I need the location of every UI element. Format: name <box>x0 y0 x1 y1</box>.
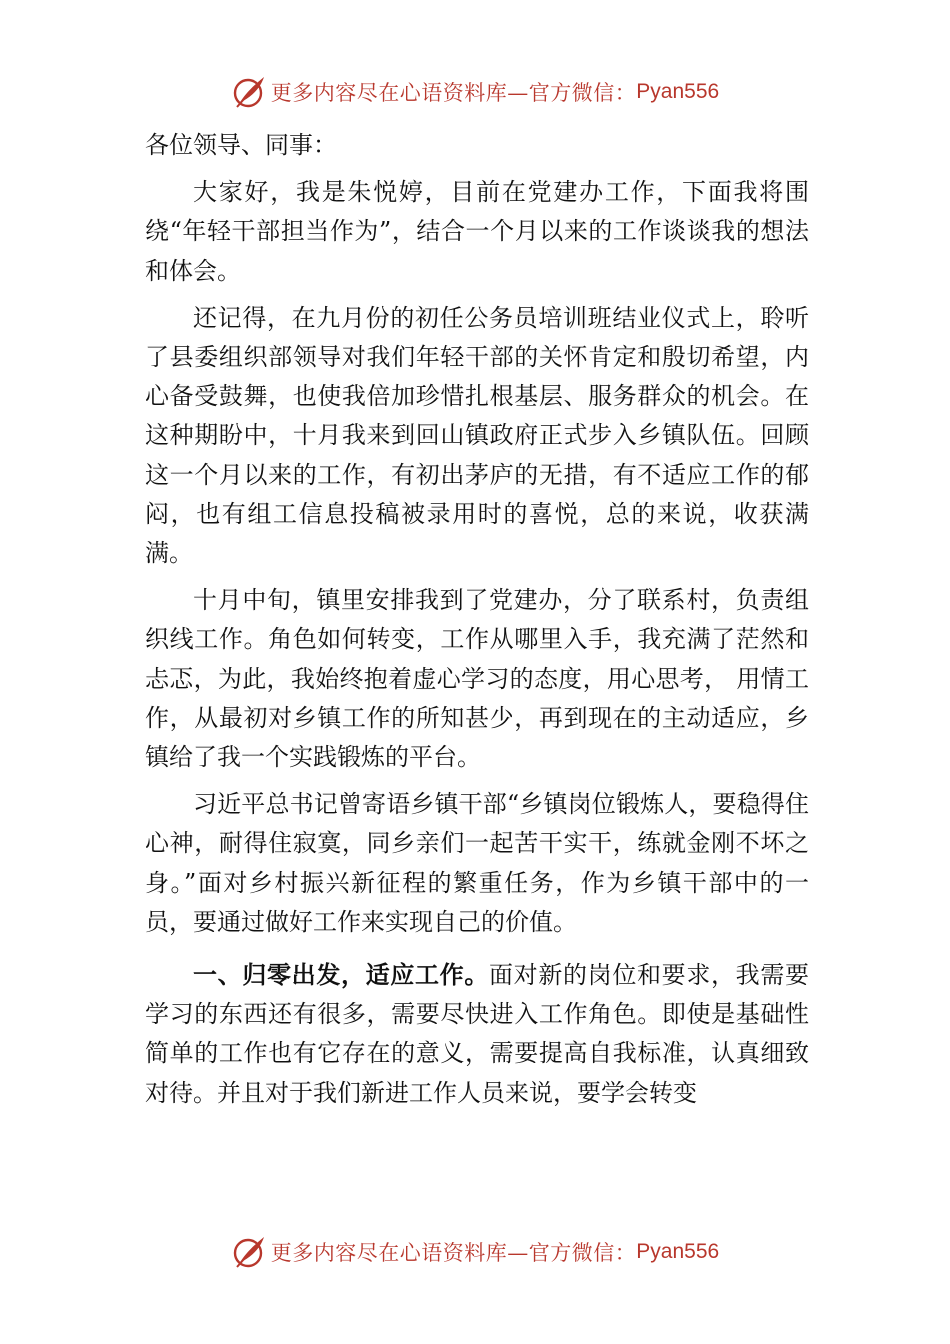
footer-banner <box>0 1232 950 1272</box>
section-1-heading: 一、归零出发，适应工作。 <box>193 961 489 990</box>
banner-text: 更多内容尽在心语资料库—官方微信： <box>270 1241 637 1265</box>
document-body <box>145 126 809 1113</box>
salutation: 各位领导、同事： <box>145 131 337 159</box>
banner-text: 更多内容尽在心语资料库—官方微信： <box>270 81 637 105</box>
quill-logo-icon <box>231 1234 267 1270</box>
header-banner <box>0 72 950 112</box>
quill-logo-icon <box>231 74 267 110</box>
paragraph-1: 大家好，我是朱悦婷，目前在党建办工作，下面我将围绕“年轻干部担当作为”，结合一个月以来的工作谈谈我的想法和体会。 <box>145 178 809 285</box>
paragraph-4: 习近平总书记曾寄语乡镇干部“乡镇岗位锻炼人，要稳得住心神，耐得住寂寞，同乡亲们一起苦干实干，练就金刚不坏之身。”面对乡村振兴新征程的繁重任务，作为乡镇干部中的一员，要通过做好工作来实现自己的价值。 <box>145 790 809 936</box>
banner-wechat-id: Pyan556 <box>636 1240 720 1263</box>
paragraph-3: 十月中旬，镇里安排我到了党建办，分了联系村，负责组织线工作。角色如何转变，工作从哪里入手，我充满了茫然和忐忑，为此，我始终抱着虚心学习的态度，用心思考， 用情工作，从最初对乡镇工作的所知甚少，再到现在的主动适应，乡镇给了我一个实践锻炼的平台。 <box>145 586 809 772</box>
paragraph-2: 还记得，在九月份的初任公务员培训班结业仪式上，聆听了县委组织部领导对我们年轻干部的关怀肯定和殷切希望，内心备受鼓舞，也使我倍加珍惜扎根基层、服务群众的机会。在这种期盼中，十月我来到回山镇政府正式步入乡镇队伍。回顾这一个月以来的工作，有初出茅庐的无措，有不适应工作的郁闷，也有组工信息投稿被录用时的喜悦，总的来说，收获满满。 <box>145 303 809 568</box>
section-1-paragraph <box>145 956 809 1113</box>
section-1-body: 面对新的岗位和要求，我需要学习的东西还有很多，需要尽快进入工作角色。即使是基础性简单的工作也有它存在的意义，需要提高自我标准，认真细致对待。并且对于我们新进工作人员来说，要学会转变 <box>145 961 809 1107</box>
banner-wechat-id: Pyan556 <box>636 80 720 103</box>
